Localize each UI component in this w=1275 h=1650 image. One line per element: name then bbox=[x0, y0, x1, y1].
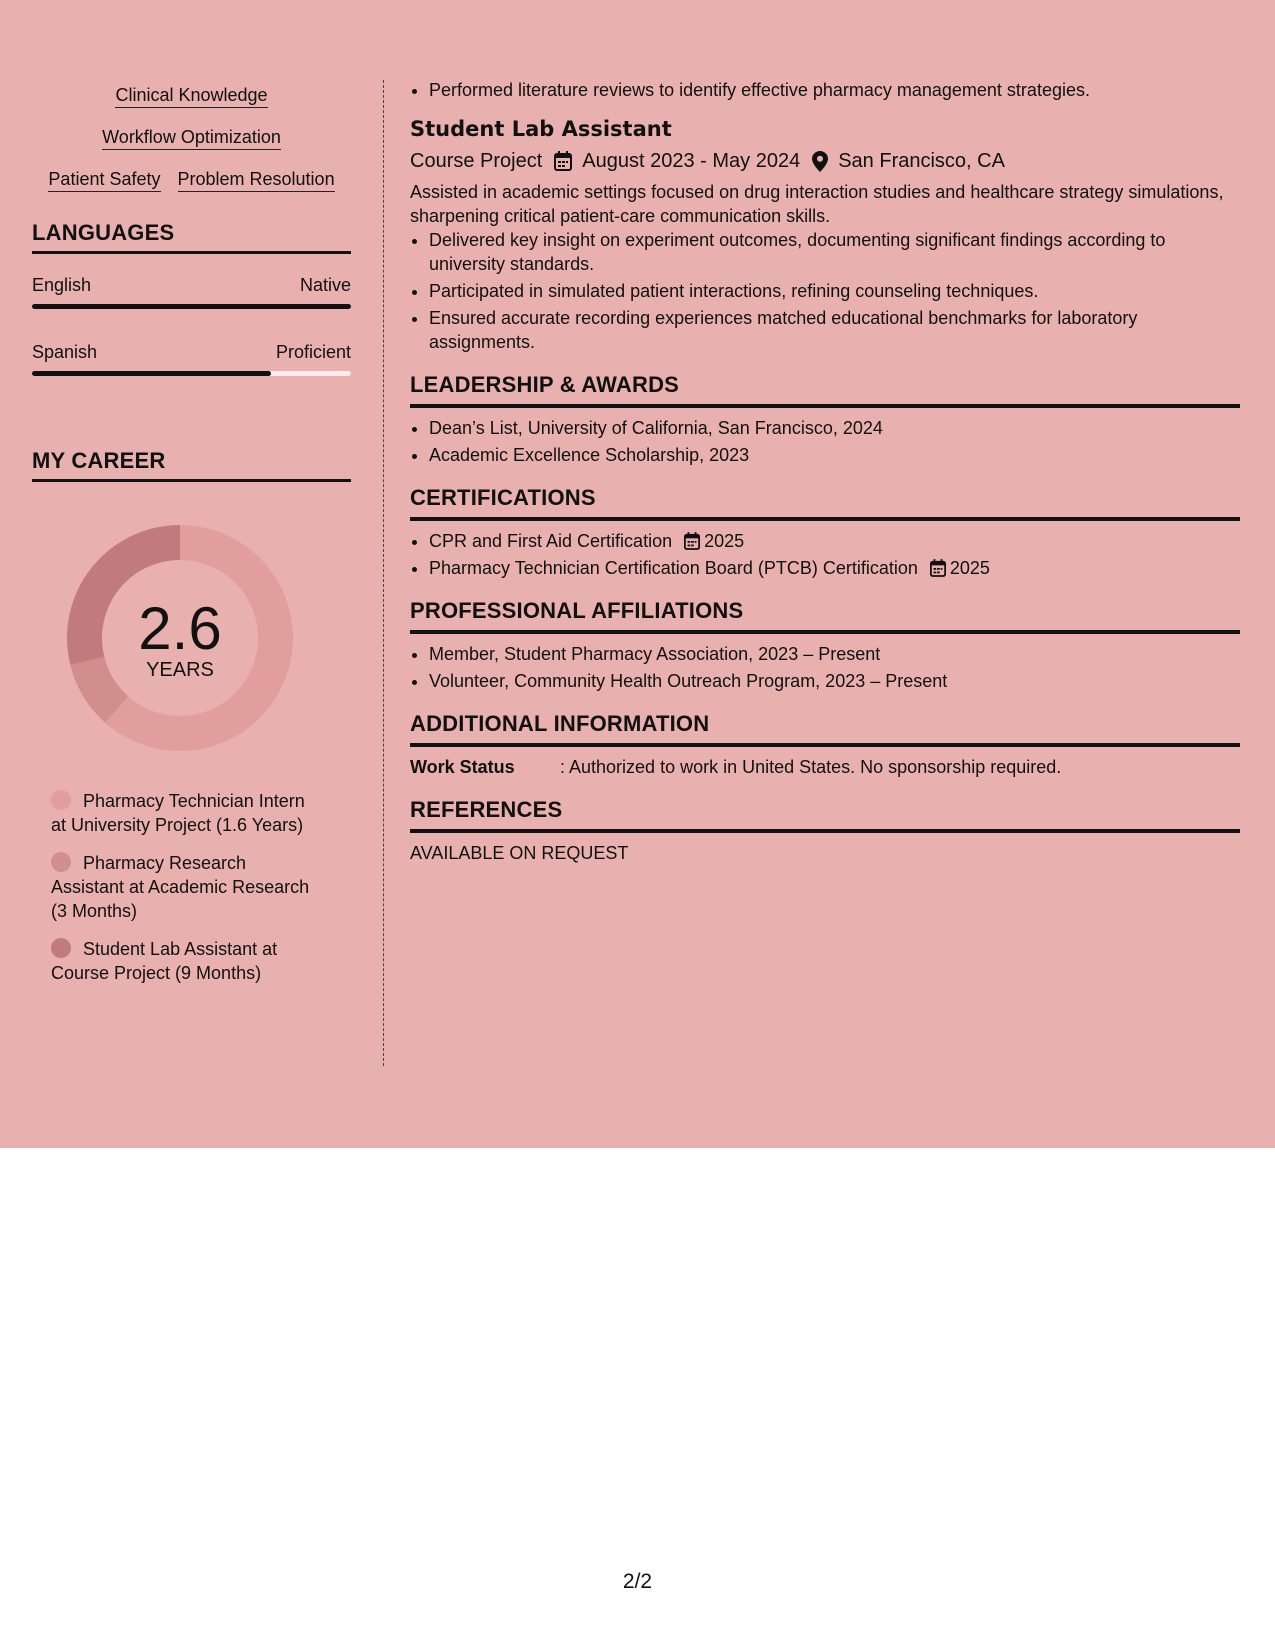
bullet-item: • Delivered key insight on experiment outcomes, documenting significant findings according to university standards. bbox=[429, 228, 1240, 276]
legend-item bbox=[51, 937, 321, 985]
bullet-item: • Performed literature reviews to identify effective pharmacy management strategies. bbox=[429, 78, 1240, 102]
references-heading: REFERENCES bbox=[410, 797, 1240, 833]
language-level: Native bbox=[299, 275, 351, 295]
career-donut-chart bbox=[65, 523, 295, 753]
legend-dot bbox=[51, 938, 71, 958]
left-column bbox=[32, 84, 351, 999]
languages-heading: LANGUAGES bbox=[32, 220, 351, 254]
skills-list bbox=[32, 84, 351, 192]
skill-tag: Clinical Knowledge bbox=[115, 84, 267, 108]
certifications-list bbox=[410, 529, 1240, 580]
work-status-value: : Authorized to work in United States. No sponsorship required. bbox=[560, 757, 1062, 777]
language-bar-fill bbox=[32, 304, 351, 309]
previous-job-bullets bbox=[410, 78, 1240, 102]
legend-label: Pharmacy Research Assistant at Academic Research (3 Months) bbox=[51, 853, 310, 921]
job-location: San Francisco, CA bbox=[838, 150, 1005, 172]
career-section bbox=[32, 448, 351, 985]
legend-item bbox=[51, 851, 321, 923]
legend-label: Pharmacy Technician Intern at University Project (1.6 Years) bbox=[51, 791, 305, 835]
certification-year: 2025 bbox=[949, 558, 990, 578]
skill-tag: Patient Safety bbox=[48, 168, 160, 192]
work-status-row bbox=[410, 755, 1240, 779]
bullet-item: • Ensured accurate recording experiences matched educational benchmarks for laboratory assignments. bbox=[429, 306, 1240, 354]
career-legend bbox=[51, 789, 321, 985]
references-text: AVAILABLE ON REQUEST bbox=[410, 843, 629, 863]
additional-info-heading: ADDITIONAL INFORMATION bbox=[410, 711, 1240, 747]
job-description: Assisted in academic settings focused on drug interaction studies and healthcare strategy simulations, sharpening critical patient-care communication skills. bbox=[410, 182, 1224, 226]
affiliations-list bbox=[410, 642, 1240, 693]
bullet-item: • Participated in simulated patient interactions, refining counseling techniques. bbox=[429, 279, 1240, 303]
language-name: Spanish bbox=[32, 342, 98, 362]
certification-name: Pharmacy Technician Certification Board (PTCB) Certification bbox=[429, 558, 918, 578]
awards-heading: LEADERSHIP & AWARDS bbox=[410, 372, 1240, 408]
awards-list bbox=[410, 416, 1240, 467]
page-number: 2/2 bbox=[622, 1570, 653, 1593]
certification-item bbox=[429, 556, 1240, 580]
skill-row bbox=[32, 168, 351, 192]
job-bullets bbox=[410, 228, 1240, 354]
certification-year: 2025 bbox=[704, 531, 745, 551]
certification-item bbox=[429, 529, 1240, 553]
column-divider bbox=[383, 80, 384, 1066]
certifications-heading: CERTIFICATIONS bbox=[410, 485, 1240, 521]
work-status-label: Work Status bbox=[410, 757, 515, 777]
calendar-icon bbox=[930, 559, 946, 577]
language-name: English bbox=[32, 275, 92, 295]
donut-center bbox=[65, 523, 295, 753]
job-org: Course Project bbox=[410, 150, 543, 172]
skill-row bbox=[32, 126, 351, 150]
legend-dot bbox=[51, 790, 71, 810]
language-bar bbox=[32, 304, 351, 309]
affiliations-heading: PROFESSIONAL AFFILIATIONS bbox=[410, 598, 1240, 634]
legend-item bbox=[51, 789, 321, 837]
language-bar-fill bbox=[32, 371, 271, 376]
affiliation-item: • Member, Student Pharmacy Association, 2023 – Present bbox=[429, 642, 1240, 666]
career-unit: YEARS bbox=[146, 659, 214, 681]
skill-tag: Workflow Optimization bbox=[102, 126, 281, 150]
skill-tag: Problem Resolution bbox=[178, 168, 335, 192]
right-column bbox=[410, 78, 1240, 865]
skill-row bbox=[32, 84, 351, 108]
calendar-icon bbox=[684, 532, 700, 550]
legend-dot bbox=[51, 852, 71, 872]
affiliation-item: • Volunteer, Community Health Outreach Program, 2023 – Present bbox=[429, 669, 1240, 693]
certification-name: CPR and First Aid Certification bbox=[429, 531, 673, 551]
language-item bbox=[32, 341, 351, 376]
career-total: 2.6 bbox=[138, 595, 222, 662]
language-item bbox=[32, 274, 351, 309]
job-dates: August 2023 - May 2024 bbox=[582, 150, 801, 172]
award-item: • Dean’s List, University of California, San Francisco, 2024 bbox=[429, 416, 1240, 440]
career-heading: MY CAREER bbox=[32, 448, 351, 482]
legend-label: Student Lab Assistant at Course Project (9 Months) bbox=[51, 939, 278, 983]
award-item: • Academic Excellence Scholarship, 2023 bbox=[429, 443, 1240, 467]
job-meta bbox=[410, 148, 1240, 174]
job-title: Student Lab Assistant bbox=[410, 117, 672, 141]
language-bar bbox=[32, 371, 351, 376]
language-level: Proficient bbox=[275, 342, 351, 362]
calendar-icon bbox=[554, 151, 572, 171]
location-pin-icon bbox=[812, 151, 828, 172]
